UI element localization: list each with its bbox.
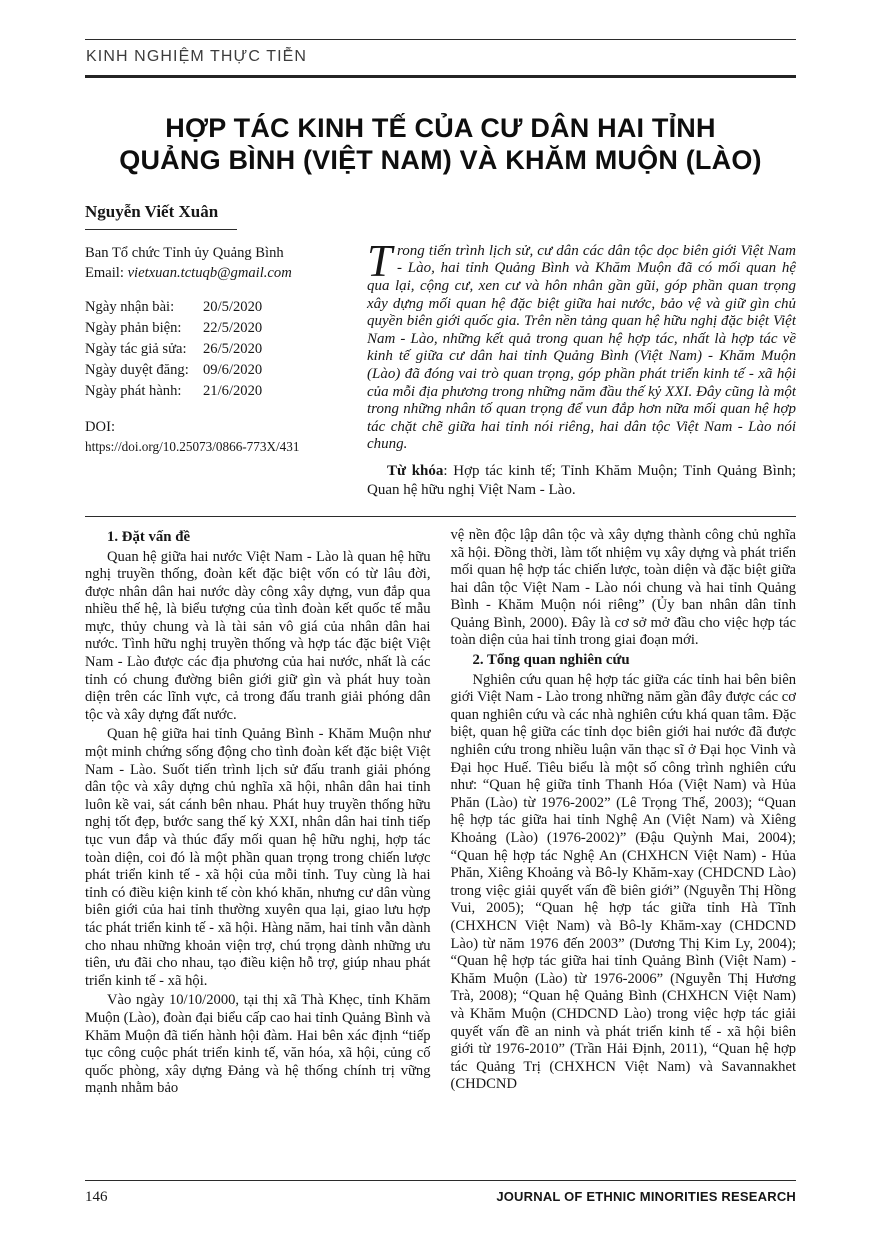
date-value: 20/5/2020 xyxy=(203,298,263,315)
date-label: Ngày tác giả sửa: xyxy=(85,340,187,357)
top-rule xyxy=(85,39,796,40)
keywords xyxy=(367,462,796,500)
date-label: Ngày phản biện: xyxy=(85,319,182,336)
date-value: 26/5/2020 xyxy=(203,340,263,357)
author-email-line xyxy=(85,263,343,283)
abstract-column xyxy=(367,235,796,500)
date-label: Ngày nhận bài: xyxy=(85,298,175,315)
article-header-columns xyxy=(85,235,796,500)
doi-label: DOI: xyxy=(85,418,115,435)
date-row xyxy=(85,360,343,381)
date-row xyxy=(85,381,343,402)
date-row xyxy=(85,339,343,360)
article-title xyxy=(85,112,796,177)
keywords-label: Từ khóa xyxy=(387,462,444,479)
author-affiliation: Ban Tổ chức Tỉnh ủy Quảng Bình xyxy=(85,244,284,261)
paragraph: Nghiên cứu quan hệ hợp tác giữa các tỉnh hai bên biên giới Việt Nam - Lào trong những năm gần đây được các cơ quan nghiên cứu và các nhà nghiên cứu khá quan tâm. Đặc biệt, quan hệ giữa các tỉnh dọc biên giới hai nước đã được nghiên cứu trong nhiều luận văn thạc sĩ ở Đại học Vinh và Đại học Huế. Tiêu biểu là một số công trình nghiên cứu như: “Quan hệ giữa tỉnh Thanh Hóa (Việt Nam) và Hủa Phăn (Lào) từ 1976-2002” (Lê Trọng Thể, 2003); “Quan hệ hợp tác giữa hai tỉnh Nghệ An (Việt Nam) và Xiêng Khoảng (Lào) (1976-2002)” (Đậu Quỳnh Mai, 2004); “Quan hệ hợp tác Nghệ An (CHXHCN Việt Nam) - Hủa Phăn, Xiêng Khoảng và Bô-ly Khăm-xay (CHDCND Lào) trong việc giải quyết vấn đề biên giới” (Nguyễn Thị Hồng Vui, 2005); “Quan hệ hợp tác giữa tỉnh Hà Tĩnh (CHXHCN Việt Nam) và Bô-ly Khăm-xay (CHDCND Lào) từ năm 1976 đến 2003” (Dương Thị Kim Ly, 2004); “Quan hệ hợp tác giữa hai tỉnh Quảng Bình (Việt Nam) - Khăm Muộn (Lào) từ 1976-2006” (Nguyễn Thị Hương Trà, 2008); “Quan hệ Quảng Bình (CHXHCN Việt Nam) và Khăm Muộn (CHDCND Lào) trong việc hợp tác giải quyết vấn đề an ninh và phát triển kinh tế - xã hội biên giới từ 1976-2010” (Trần Hải Định, 2011), “Quan hệ hợp tác Quảng Trị (CHXHCN Việt Nam) và Savannakhet (CHDCND xyxy=(450,671,796,1093)
article-title-line1: HỢP TÁC KINH TẾ CỦA CƯ DÂN HAI TỈNH xyxy=(165,113,716,143)
journal-name: JOURNAL OF ETHNIC MINORITIES RESEARCH xyxy=(496,1189,796,1204)
paragraph: Quan hệ giữa hai nước Việt Nam - Lào là quan hệ hữu nghị truyền thống, đoàn kết đặc biệt vốn có từ lâu đời, được nhân dân hai nước dày công xây dựng, vun đắp qua nhiều thế hệ, là biểu tượng của tình đoàn kết quốc tế mẫu mực, thủy chung và là tài sản vô giá của nhân dân hai nước. Tình hữu nghị truyền thống và hợp tác đặc biệt Việt Nam - Lào được các địa phương của hai nước, nhất là các tỉnh có chung đường biên giới giữ gìn và phát huy toàn diện trên các lĩnh vực, cả trong đấu tranh giải phóng dân tộc và xây dựng đất nước. xyxy=(85,548,431,723)
article-dates xyxy=(85,297,343,402)
article-meta xyxy=(85,243,343,500)
abstract-text: rong tiến trình lịch sử, cư dân các dân tộc dọc biên giới Việt Nam - Lào, hai tỉnh Quảng Bình và Khăm Muộn đã có mối quan hệ qua lại, cộng cư, xen cư và hôn nhân gần gũi, góp phần quan trọng xây dựng mối quan hệ đặc biệt giữa hai nước, bảo vệ và giữ gìn chủ quyền biên giới quốc gia. Trên nền tảng quan hệ hữu nghị đặc biệt Việt Nam - Lào, những kết quả trong quan hệ hợp tác, nhất là hợp tác về kinh tế giữa cư dân hai tỉnh Quảng Bình (Việt Nam) - Khăm Muộn (Lào) đã đóng vai trò quan trọng, góp phần phát triển kinh tế - xã hội của mỗi địa phương trong những năm đầu thế kỷ XXI. Đây cũng là một trong những nhân tố quan trọng để vun đắp hơn nữa mối quan hệ hợp tác chặt chẽ giữa hai tỉnh nói riêng, hai dân tộc Việt Nam - Lào nói chung. xyxy=(367,242,796,453)
doi-link[interactable]: https://doi.org/10.25073/0866-773X/431 xyxy=(85,438,300,454)
page-footer xyxy=(85,1180,796,1206)
body-right-column xyxy=(451,527,797,1100)
date-label: Ngày phát hành: xyxy=(85,382,182,399)
article-title-line2: QUẢNG BÌNH (VIỆT NAM) VÀ KHĂM MUỘN (LÀO) xyxy=(119,145,762,176)
body-divider xyxy=(85,516,796,517)
page-number: 146 xyxy=(85,1189,108,1205)
date-value: 09/6/2020 xyxy=(203,361,263,378)
author-name: Nguyễn Viết Xuân xyxy=(85,201,219,221)
doi-block xyxy=(85,417,343,457)
email-address[interactable]: vietxuan.tctuqb@gmail.com xyxy=(127,264,292,281)
header-rule xyxy=(85,75,796,78)
keywords-text: : Hợp tác kinh tế; Tỉnh Khăm Muộn; Tỉnh Quảng Bình; Quan hệ hữu nghị Việt Nam - Lào. xyxy=(367,462,796,498)
page-content xyxy=(85,0,796,1180)
abstract-dropcap: T xyxy=(367,235,393,286)
date-label: Ngày duyệt đăng: xyxy=(85,361,189,378)
section-heading-1: 1. Đặt vấn đề xyxy=(107,528,191,545)
date-value: 21/6/2020 xyxy=(203,382,263,399)
paragraph: vệ nền độc lập dân tộc và xây dựng thành công chủ nghĩa xã hội. Đồng thời, làm tốt nhiệm vụ xây dựng và phát triển mối quan hệ hợp tác chiến lược, toàn diện và đặc biệt giữa hai dân tộc Việt Nam - Lào nói chung và hai tỉnh Quảng Bình - Khăm Muộn nói riêng” (Ủy ban nhân dân tỉnh Quảng Bình, 2000). Đây là cơ sở mở đầu cho việc hợp tác toàn diện của hai tỉnh trong giai đoạn mới. xyxy=(450,526,796,649)
paragraph: Vào ngày 10/10/2000, tại thị xã Thà Khẹc, tỉnh Khăm Muộn (Lào), đoàn đại biểu cấp cao hai tỉnh Quảng Bình và Khăm Muộn đã tiến hành hội đàm. Hai bên xác định “tiếp tục công cuộc phát triển kinh tế, văn hóa, xã hội, củng cố quốc phòng, xây dựng Đảng và hệ thống chính trị vững mạnh nhằm bảo xyxy=(85,992,431,1097)
paragraph: Quan hệ giữa hai tỉnh Quảng Bình - Khăm Muộn như một minh chứng sống động cho tình đoàn kết đặc biệt Việt Nam - Lào. Suốt tiến trình lịch sử đấu tranh giải phóng dân tộc và xây dựng chủ nghĩa xã hội, nhân dân hai tỉnh luôn kề vai, sát cánh bên nhau. Phát huy truyền thống hữu nghị tốt đẹp, bước sang thế kỷ XXI, nhân dân hai tỉnh tiếp tục vun đắp và thúc đẩy mối quan hệ hữu nghị, hợp tác toàn diện, coi đó là một phần quan trọng trong chiến lược phát triển kinh tế - xã hội của mỗi tỉnh. Tuy cùng là hai tỉnh có điều kiện kinh tế còn khó khăn, nhưng cư dân vùng biên giới của hai tỉnh thường xuyên qua lại, giao lưu hợp tác phát triển kinh tế - xã hội. Hàng năm, hai tỉnh vẫn dành cho nhau những khoản viện trợ, chú trọng dành những ưu tiên, ưu đãi cho nhau, tạo điều kiện hỗ trợ, giúp nhau phát triển kinh tế - xã hội. xyxy=(85,726,431,989)
section-heading-2: 2. Tổng quan nghiên cứu xyxy=(472,652,630,669)
date-row xyxy=(85,297,343,318)
author-rule xyxy=(85,229,237,230)
email-label: Email: xyxy=(85,264,128,281)
section-header: KINH NGHIỆM THỰC TIỄN xyxy=(86,48,308,65)
article-body xyxy=(85,527,796,1100)
date-row xyxy=(85,318,343,339)
abstract xyxy=(367,235,796,454)
body-left-column xyxy=(85,527,431,1100)
date-value: 22/5/2020 xyxy=(203,319,263,336)
